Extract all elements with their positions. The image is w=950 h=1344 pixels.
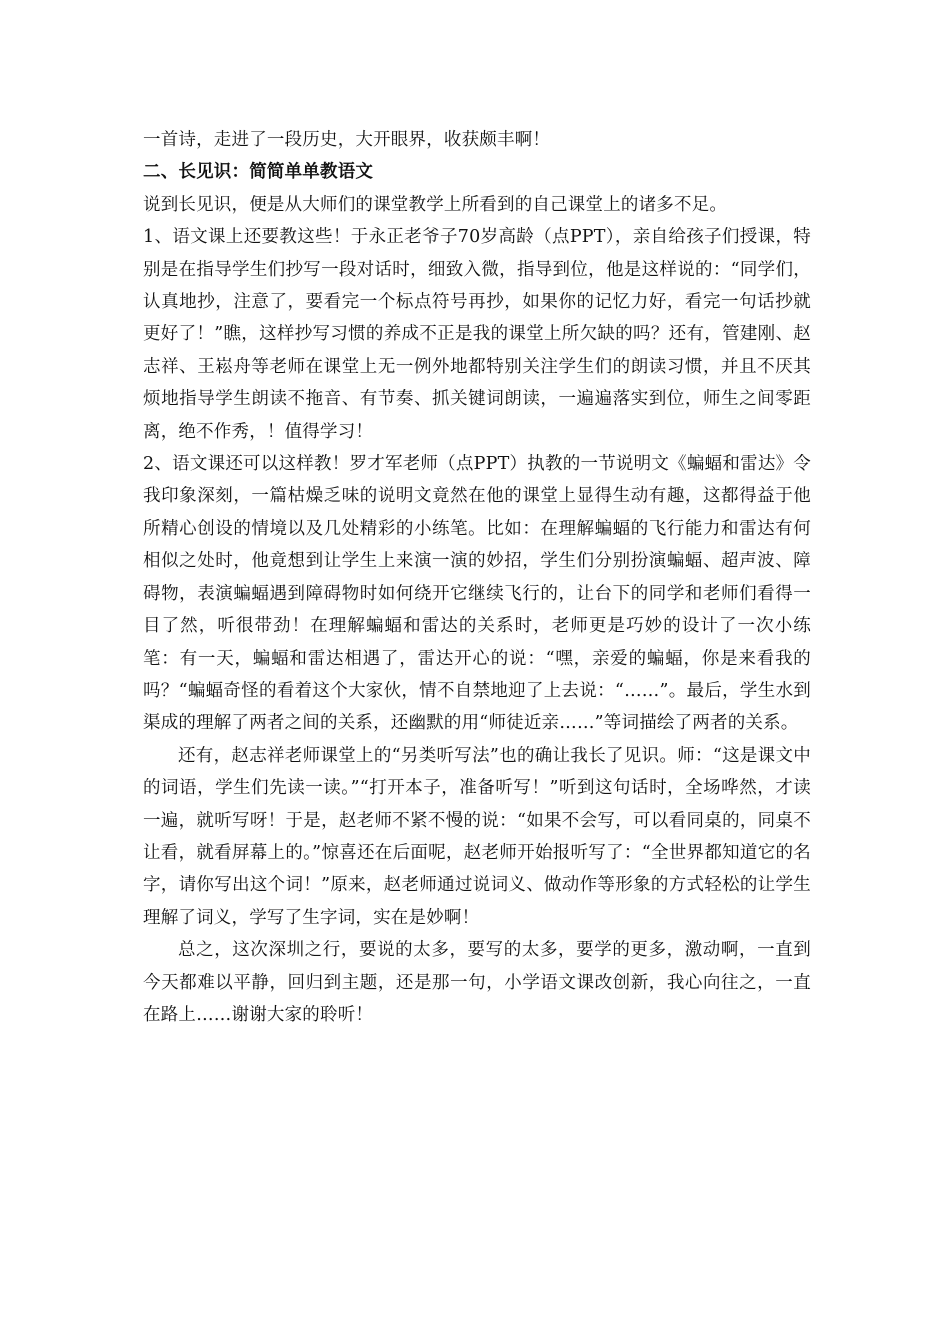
paragraph-point-1: 1、语文课上还要教这些！于永正老爷子70岁高龄（点PPT），亲自给孩子们授课，特别是在指导学生们抄写一段对话时，细致入微，指导到位，他是这样说的：“同学们，认真地抄，注意了，要看完一个标点符号再抄，如果你的记忆力好，看完一句话抄就更好了！”瞧，这样抄写习惯的养成不正是我的课堂上所欠缺的吗？还有，管建刚、赵志祥、王崧舟等老师在课堂上无一例外地都特别关注学生们的朗读习惯，并且不厌其烦地指导学生朗读不拖音、有节奏、抓关键词朗读，一遍遍落实到位，师生之间零距离，绝不作秀，！值得学习！ xyxy=(143,227,811,442)
paragraph-point-2: 2、语文课还可以这样教！罗才军老师（点PPT）执教的一节说明文《蝙蝠和雷达》令我印象深刻，一篇枯燥乏味的说明文竟然在他的课堂上显得生动有趣，这都得益于他所精心创设的情境以及几处精彩的小练笔。比如：在理解蝙蝠的飞行能力和雷达有何相似之处时，他竟想到让学生上来演一演的妙招，学生们分别扮演蝙蝠、超声波、障碍物，表演蝙蝠遇到障碍物时如何绕开它继续飞行的，让台下的同学和老师们看得一目了然，听很带劲！在理解蝙蝠和雷达的关系时，老师更是巧妙的设计了一次小练笔：有一天，蝙蝠和雷达相遇了，雷达开心的说：“嘿，亲爱的蝙蝠，你是来看我的吗？“蝙蝠奇怪的看着这个大家伙，情不自禁地迎了上去说：“……”。最后，学生水到渠成的理解了两者之间的关系，还幽默的用“师徒近亲……”等词描绘了两者的关系。 xyxy=(143,454,811,734)
section-heading: 二、长见识：简简单单教语文 xyxy=(143,162,374,183)
paragraph-conclusion: 总之，这次深圳之行，要说的太多，要写的太多，要学的更多，激动啊，一直到今天都难以平静，回归到主题，还是那一句，小学语文课改创新，我心向往之，一直在路上……谢谢大家的聆听！ xyxy=(143,940,811,1025)
paragraph-poem-history: 一首诗，走进了一段历史，大开眼界，收获颇丰啊！ xyxy=(143,130,551,150)
paragraph-intro: 说到长见识，便是从大师们的课堂教学上所看到的自己课堂上的诸多不足。 xyxy=(143,194,728,215)
paragraph-dictation: 还有，赵志祥老师课堂上的“另类听写法”也的确让我长了见识。师：“这是课文中的词语，学生们先读一读。”“打开本子，准备听写！”听到这句话时，全场哗然，才读一遍，就听写呀！于是，赵老师不紧不慢的说：“如果不会写，可以看同桌的，同桌不让看，就看屏幕上的。”惊喜还在后面呢，赵老师开始报听写了：“全世界都知道它的名字，请你写出这个词！”原来，赵老师通过说词义、做动作等形象的方式轻松的让学生理解了词义，学写了生字词，实在是妙啊！ xyxy=(143,745,811,928)
document-body xyxy=(143,124,811,1031)
